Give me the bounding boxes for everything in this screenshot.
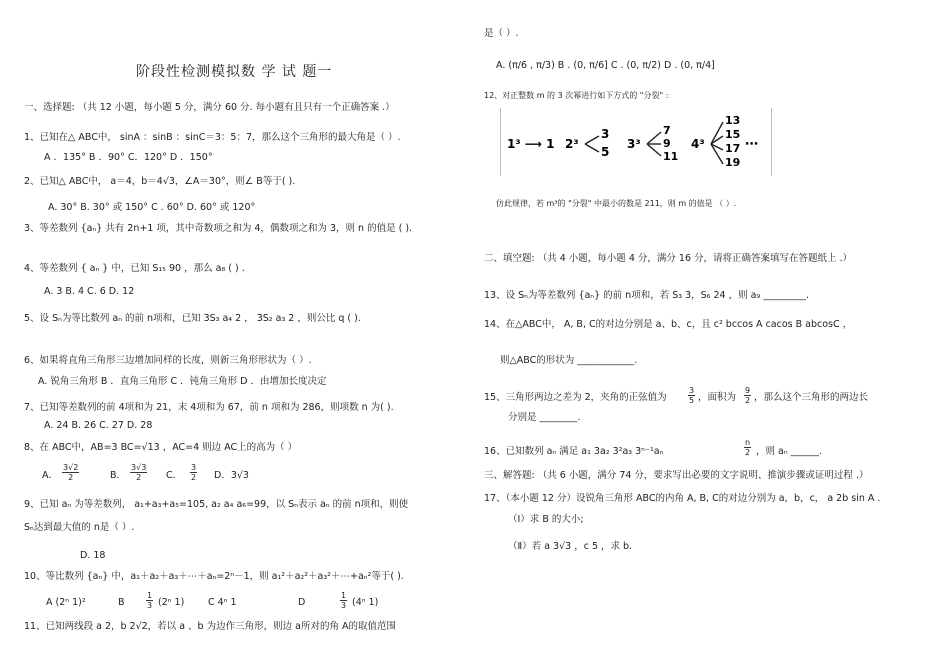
question-16-tail: ，则 aₙ ______.	[756, 446, 823, 457]
question-1: 1、已知在△ ABC中， sinA ：sinB ：sinC＝3：5：7，那么这个三角形的最大角是（ ）.	[24, 132, 401, 143]
question-12-cont: 仿此规律，若 m³的 "分裂" 中最小的数是 211，则 m 的值是 （ ）.	[496, 199, 737, 208]
fraction-8c	[190, 463, 197, 482]
fraction-numerator: 9	[745, 386, 751, 395]
fraction-numerator: 1	[341, 591, 347, 600]
fraction-10d	[340, 591, 347, 610]
question-6-options: A. 锐角三角形 B ．直角三角形 C ．钝角三角形 D ．由增加长度决定	[38, 376, 327, 387]
fraction-denominator: 2	[68, 473, 74, 482]
question-17: 17、（本小题 12 分）设锐角三角形 ABC的内角 A, B, C的对边分别为 a，b，c， a 2b sin A .	[484, 493, 881, 504]
question-9-cont: Sₙ达到最大值的 n是（ ）.	[24, 522, 135, 533]
question-4: 4、等差数列 { aₙ } 中，已知 S₁₅ 90 ，那么 a₈ ( ) .	[24, 263, 245, 274]
fraction-numerator: 3√2	[63, 463, 79, 472]
question-17-part-2: （Ⅱ）若 a 3√3 ，c 5 ，求 b.	[508, 541, 633, 552]
fraction-8a	[62, 463, 79, 482]
section-heading-answer: 三、解答题: （共 6 小题，满分 74 分，要求写出必要的文字说明、推演步骤或证明过程 .）	[484, 470, 869, 481]
section-heading-fill: 二、填空题: （共 4 小题，每小题 4 分，满分 16 分，请将正确答案填写在答题纸上 .）	[484, 253, 853, 264]
question-17-part-1: （Ⅰ）求 B 的大小;	[508, 514, 584, 525]
fraction-15b	[744, 386, 751, 405]
split-1: 1³ ⟶ 1	[507, 137, 555, 151]
question-14: 14、在△ABC中， A, B, C的对边分别是 a、b、c，且 c² bccos A cacos B abcosC ，	[484, 319, 853, 330]
fraction-denominator: 2	[191, 473, 197, 482]
question-8-option-d: D．3√3	[214, 470, 249, 481]
question-10-option-c: C 4ⁿ 1	[208, 597, 237, 608]
fraction-denominator: 3	[147, 601, 153, 610]
fraction-8b	[130, 463, 147, 482]
question-9-option-d: D. 18	[80, 550, 106, 561]
question-16: 16、已知数列 aₙ 满足 a₁ 3a₂ 3²a₃ 3ⁿ⁻¹aₙ	[484, 446, 664, 457]
fraction-denominator: 3	[341, 601, 347, 610]
split-3-base: 3³	[627, 137, 641, 151]
question-11: 11、已知两线段 a 2，b 2√2，若以 a 、b 为边作三角形，则边 a所对的角 A的取值范围	[24, 621, 396, 632]
question-3: 3、等差数列 {aₙ} 共有 2n+1 项，其中奇数项之和为 4，偶数项之和为 3，则 n 的值是 ( ).	[24, 223, 413, 234]
question-10-option-b-expr: (2ⁿ 1)	[158, 597, 185, 608]
question-10-option-d: D	[298, 597, 306, 608]
fraction-numerator: 3√3	[131, 463, 147, 472]
split-4-val: 19	[725, 156, 741, 169]
question-9: 9、已知 aₙ 为等差数列， a₁+a₃+a₅=105, a₂ a₄ a₆=99，以 Sₙ表示 aₙ 的前 n项和，则使	[24, 499, 409, 510]
question-13: 13、设 Sₙ为等差数列 {aₙ} 的前 n项和，若 S₃ 3，S₆ 24 ，则 a₉ _________.	[484, 290, 810, 301]
question-15: 15、三角形两边之差为 2，夹角的正弦值为	[484, 392, 667, 403]
question-7: 7、已知等差数列的前 4项和为 21，末 4项和为 67，前 n 项和为 286，则项数 n 为( ).	[24, 402, 394, 413]
split-4-base: 4³	[691, 137, 705, 151]
split-3-val: 9	[663, 137, 671, 150]
question-10-option-b: B	[118, 597, 125, 608]
fraction-denominator: 2	[136, 473, 142, 482]
question-12: 12、对正整数 m 的 3 次幂进行如下方式的 "分裂" :	[484, 91, 669, 100]
page-title: 阶段性检测模拟数 学 试 题一	[136, 64, 333, 80]
fraction-10b	[146, 591, 153, 610]
question-2: 2、已知△ ABC中， a＝4，b＝4√3，∠A＝30°，则∠ B等于( ).	[24, 176, 296, 187]
question-15-cont: 分别是 ________.	[508, 412, 581, 423]
fraction-15a	[688, 386, 695, 405]
cube-split-diagram	[501, 108, 771, 176]
cube-split-figure	[500, 108, 772, 176]
split-4-val: 15	[725, 128, 741, 141]
split-4-val: 17	[725, 142, 741, 155]
question-11-cont: 是（ ）.	[484, 28, 519, 39]
question-11-options: A. (π/6 , π/3) B . (0, π/6] C . (0, π/2) D . (0, π/4]	[496, 60, 715, 71]
question-2-options: A. 30° B. 30° 或 150° C . 60° D. 60° 或 120°	[48, 202, 256, 213]
question-15-mid: ，面积为	[698, 392, 737, 403]
fraction-numerator: 1	[147, 591, 153, 600]
split-arrow	[585, 144, 599, 152]
question-5: 5、设 Sₙ为等比数列 aₙ 的前 n项和，已知 3S₃ a₄ 2 ， 3S₂ a₃ 2 ，则公比 q ( ).	[24, 313, 361, 324]
question-10-option-d-expr: (4ⁿ 1)	[352, 597, 379, 608]
split-2-val: 3	[601, 127, 610, 141]
split-2-base: 2³	[565, 137, 579, 151]
question-8-option-c: C．	[166, 470, 183, 481]
section-heading-choice: 一、选择题: （共 12 小题，每小题 5 分，满分 60 分. 每小题有且只有一个正确答案 .）	[24, 102, 395, 113]
split-3-val: 7	[663, 124, 671, 137]
split-arrow	[647, 132, 661, 144]
fraction-denominator: 2	[744, 448, 751, 457]
fraction-denominator: 2	[745, 396, 751, 405]
split-3-val: 11	[663, 150, 679, 163]
fraction-numerator: 3	[689, 386, 695, 395]
question-10: 10、等比数列 {aₙ} 中，a₁＋a₂＋a₃＋⋯＋aₙ=2ⁿ－1，则 a₁²＋a₂²＋a₃²＋⋯+aₙ²等于( ).	[24, 571, 404, 582]
question-8-option-b: B．	[110, 470, 127, 481]
question-8-option-a: A．	[42, 470, 58, 481]
question-6: 6、如果将直角三角形三边增加同样的长度，则新三角形形状为（ ）.	[24, 355, 312, 366]
split-2-val: 5	[601, 145, 610, 159]
question-8: 8、在 ABC中，AB=3 BC=√13 ，AC=4 则边 AC上的高为（ ）	[24, 442, 298, 453]
question-1-options: A ．135° B ．90° C．120° D ．150°	[44, 152, 213, 163]
split-ellipsis: ⋯	[745, 137, 758, 152]
question-4-options: A. 3 B. 4 C. 6 D. 12	[44, 286, 135, 297]
split-arrow	[647, 144, 661, 156]
fraction-numerator: 3	[191, 463, 197, 472]
fraction-16	[744, 438, 751, 457]
fraction-numerator: n	[745, 438, 751, 447]
question-15-tail: ，那么这个三角形的两边长	[754, 392, 869, 403]
fraction-denominator: 5	[689, 396, 695, 405]
split-4-val: 13	[725, 114, 741, 127]
question-10-option-a: A (2ⁿ 1)²	[46, 597, 86, 608]
question-7-options: A. 24 B. 26 C. 27 D. 28	[44, 420, 153, 431]
question-14-cont: 则△ABC的形状为 ____________.	[500, 355, 638, 366]
split-arrow	[585, 136, 599, 144]
